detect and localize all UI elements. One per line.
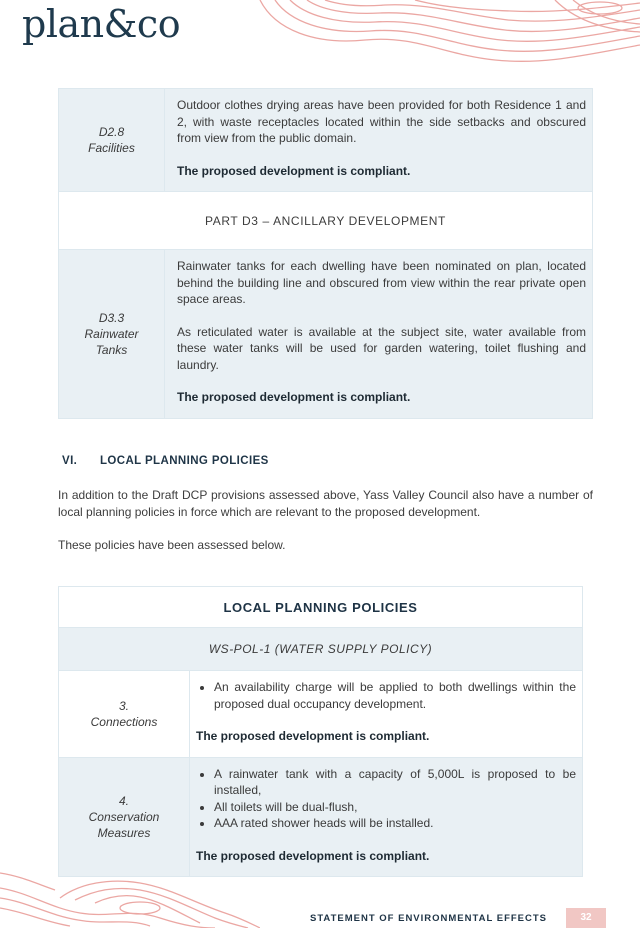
control-label-cell: [59, 250, 165, 419]
section-heading: [62, 455, 269, 467]
assessment-paragraph: Outdoor clothes drying areas have been provided for both Residence 1 and 2, with waste receptacles located within the side setbacks and obscured from view from the public domain.: [177, 98, 586, 145]
policy-assessment-cell: [190, 757, 583, 877]
part-heading: PART D3 – ANCILLARY DEVELOPMENT: [59, 192, 593, 250]
topographic-pattern-bottom: [0, 868, 260, 928]
policy-assessment-cell: [190, 671, 583, 758]
policy-label-cell: [59, 671, 190, 758]
table-title: LOCAL PLANNING POLICIES: [59, 587, 583, 628]
policy-name: Connections: [90, 714, 158, 729]
part-heading-row: [59, 192, 593, 250]
policy-code: 3.: [118, 698, 129, 713]
list-item: • AAA rated shower heads will be installed.: [214, 815, 576, 832]
compliance-statement: The proposed development is compliant.: [196, 848, 430, 863]
topographic-pattern-top: [255, 0, 640, 75]
assessment-paragraph: As reticulated water is available at the subject site, water available from these water tanks will be used for garden watering, toilet flushing and laundry.: [177, 324, 586, 372]
ancillary-development-table: [58, 88, 593, 419]
table-row: [59, 757, 583, 877]
page-number: 32: [566, 908, 606, 928]
assessment-cell: [165, 89, 593, 192]
table-row: [59, 89, 593, 192]
footer-document-title: STATEMENT OF ENVIRONMENTAL EFFECTS: [310, 913, 548, 924]
table-row: [59, 250, 593, 419]
compliance-statement: The proposed development is compliant.: [196, 729, 430, 743]
list-item: • An availability charge will be applied to both dwellings within the proposed dual occupancy development.: [214, 679, 576, 712]
compliance-statement: The proposed development is compliant.: [177, 163, 411, 178]
control-code: D3.3: [98, 310, 125, 325]
compliance-statement: The proposed development is compliant.: [177, 390, 411, 404]
policy-subtitle: WS-POL-1 (WATER SUPPLY POLICY): [59, 628, 583, 671]
policy-code: 4.: [118, 793, 129, 808]
company-logo: plan&co: [22, 2, 181, 46]
list-item: • All toilets will be dual-flush,: [214, 799, 576, 816]
assessment-cell: [165, 250, 593, 419]
control-name: Rainwater Tanks: [84, 326, 139, 357]
assessment-paragraph: Rainwater tanks for each dwelling have been nominated on plan, located behind the building line and obscured from view within the rear private open space areas.: [177, 259, 586, 306]
local-planning-policies-table: [58, 586, 583, 877]
list-item: • A rainwater tank with a capacity of 5,000L is proposed to be installed,: [214, 766, 576, 799]
bullet-list: [196, 766, 576, 832]
section-title: LOCAL PLANNING POLICIES: [100, 455, 269, 467]
section-number: VI.: [62, 455, 78, 467]
control-code: D2.8: [98, 125, 125, 139]
section-note-paragraph: These policies have been assessed below.: [58, 538, 286, 552]
control-label-cell: [59, 89, 165, 192]
control-name: Facilities: [88, 141, 135, 155]
policy-label-cell: [59, 757, 190, 877]
table-row: [59, 671, 583, 758]
table-title-row: [59, 587, 583, 628]
section-intro-paragraph: In addition to the Draft DCP provisions assessed above, Yass Valley Council also have a number of local planning policies in force which are relevant to the proposed development.: [58, 488, 593, 519]
table-subtitle-row: [59, 628, 583, 671]
bullet-list: [196, 679, 576, 712]
policy-name: Conservation Measures: [88, 809, 160, 840]
